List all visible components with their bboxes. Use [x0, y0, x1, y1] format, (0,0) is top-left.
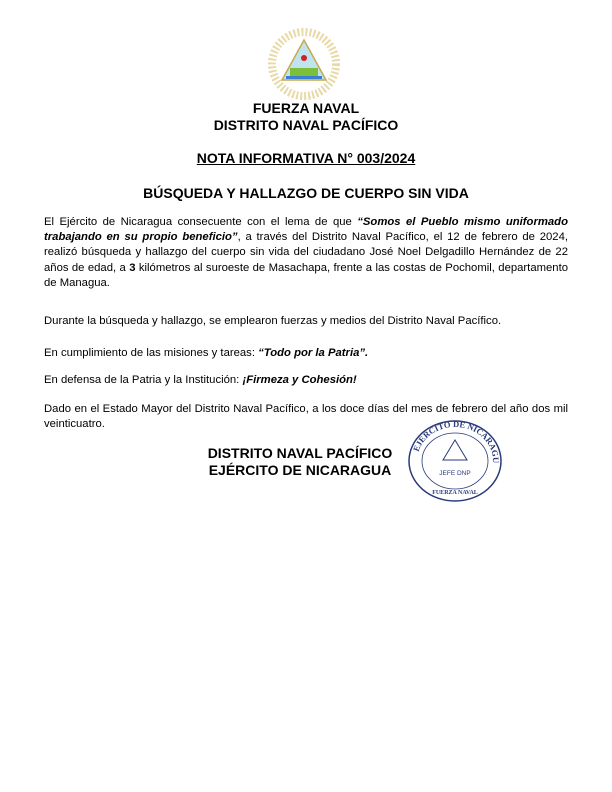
- paragraph-5: Dado en el Estado Mayor del Distrito Naval Pacífico, a los doce días del mes de febrero del año dos mil veinticuatro.: [44, 403, 568, 431]
- p1-text-b: , a través del Distrito Naval Pacífico, el 12 de febrero de 2024, realizó búsqueda y hallazgo del cuerpo sin vida del ciudadano José Noel Delgadillo Hernández de 22 años de edad, a: [44, 231, 568, 274]
- p1-text-c: kilómetros al suroeste de Masachapa, frente a las costas de Pochomil, departamento de Managua.: [44, 261, 569, 289]
- paragraph-4: [44, 373, 568, 388]
- nota-title: NOTA INFORMATIVA N° 003/2024: [196, 150, 416, 166]
- seal-center-text: JEFE DNP: [439, 470, 471, 477]
- signature-line2: EJÉRCITO DE NICARAGUA: [208, 462, 392, 478]
- motto: “Somos el Pueblo mismo uniformado trabajando en su propio beneficio”: [44, 216, 568, 244]
- header-line2: DISTRITO NAVAL PACÍFICO: [213, 117, 399, 133]
- p4-text: En defensa de la Patria y la Institución:: [44, 374, 243, 386]
- seal-ring-text: EJÉRCITO DE NICARAGU: [410, 418, 502, 464]
- signature-block: [190, 445, 410, 479]
- p4-slogan: ¡Firmeza y Cohesión!: [242, 374, 357, 386]
- header-line1: FUERZA NAVAL: [252, 100, 360, 116]
- p1-text-a: El Ejército de Nicaragua consecuente con el lema de que: [44, 216, 358, 228]
- paragraph-3: [44, 346, 568, 361]
- paragraph-2: Durante la búsqueda y hallazgo, se emplearon fuerzas y medios del Distrito Naval Pacífico.: [44, 315, 502, 327]
- p3-text: En cumplimiento de las misiones y tareas:: [44, 347, 259, 359]
- signature-line1: DISTRITO NAVAL PACÍFICO: [207, 445, 393, 461]
- paragraph-1: [44, 215, 568, 291]
- seal-bottom-text: FUERZA NAVAL: [432, 490, 478, 496]
- p3-slogan: “Todo por la Patria”.: [258, 347, 369, 359]
- svg-text:EJÉRCITO DE NICARAGUA: [405, 418, 501, 463]
- coat-of-arms-emblem: [266, 28, 342, 100]
- subject-title: BÚSQUEDA Y HALLAZGO DE CUERPO SIN VIDA: [143, 185, 469, 201]
- official-seal: [405, 418, 505, 504]
- p1-distance: 3: [129, 261, 136, 274]
